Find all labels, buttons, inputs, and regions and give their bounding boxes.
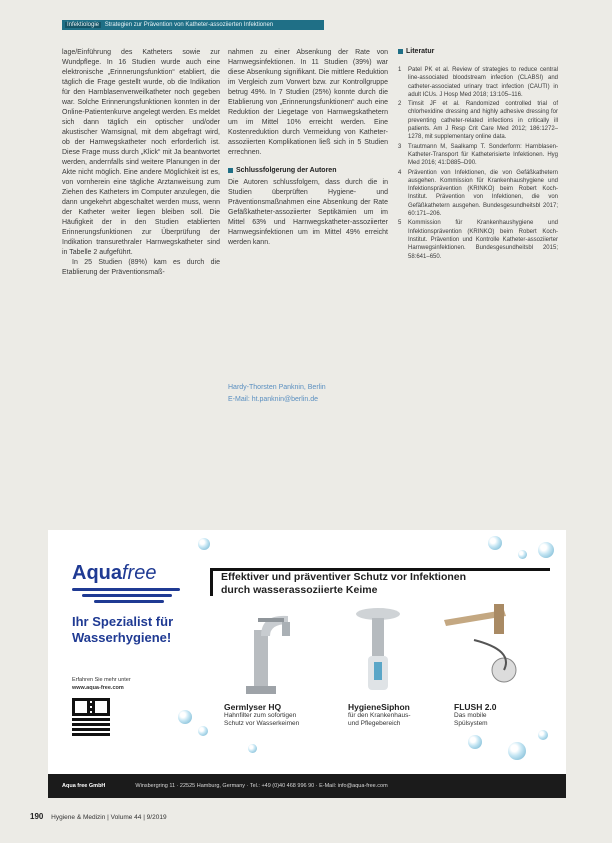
article-title: Strategien zur Prävention von Katheter-assoziierten Infektionen [104,22,274,28]
conclusion-heading: Schlussfolgerung der Autoren [228,166,388,176]
faucet-icon [224,600,314,700]
ad-banner-headline: Effektiver und präventiver Schutz vor Infektionen durch wasserassoziierte Keime [210,568,550,596]
water-drop-icon [538,730,548,740]
author-email[interactable]: E-Mail: ht.panknin@berlin.de [228,396,318,403]
water-drop-icon [508,742,526,760]
water-drop-icon [178,710,192,724]
ad-contact: Winsbergring 11 · 22525 Hamburg, Germany · Tel.: +49 (0)40 468 996 90 · E-Mail: info@aqua-free.com [135,783,388,789]
water-drop-icon [248,744,257,753]
qr-code-icon[interactable] [72,698,110,736]
journal-info: Hygiene & Medizin | Volume 44 | 9/2019 [51,814,167,821]
water-drop-icon [518,550,527,559]
water-drop-icon [468,735,482,749]
text-column-1 [62,48,220,278]
logo-waves-icon [72,588,180,606]
reference-item: 4 Prävention von Infektionen, die von Gefäßkathetern ausgehen. Kommission für Krankenhaushygiene und Infektionsprävention (KRINKO) beim Robert Koch-Institut. Prävention von Infektionen, die von Gefäßkathetern ausgehen. Bundesgesundheitsbl 2017; 60:171–206. [398,169,558,218]
paragraph: Die Autoren schlussfolgern, dass durch die in Studien überprüften Hygiene- und Präventionsmaßnahmen eine Absenkung der Rate Gefäßkatheter-assoziierter Septikämien um im Mittel 63% und Harnwegskatheter-assoziierter Harnwegsinfektionen um im Mittel 49% erreicht werden kann. [228,179,388,246]
paragraph: nahmen zu einer Absenkung der Rate von Harnwegsinfektionen. In 11 Studien (39%) war diese Absenkung signifikant. Die mittlere Reduktion im Vergleich zum Vorwert bzw. zur Kontrollgruppe betrug 49%. In 7 Studien (25%) konnte durch die Etablierung von „Erinnerungsfunktionen“ auch eine Reduktion der Liegetage von Harnwegskathetern um im Mittel 10% erreicht werden. Eine Kostenreduktion durch Vermeidung von Katheter-assoziierten Komplikationen ließ sich in 5 Studien errechnen. [228,49,388,156]
paragraph: lage/Einführung des Katheters sowie zur Wundpflege. In 16 Studien wurde auch eine elektronische „Erinnerungsfunktion“ etabliert, die täglich die Frage gestellt wurde, ob die Indikation für den Harnblasenverweilkatheter noch gegeben war. Solche Erinnerungsfunktionen konnten in der Online-Patientenkurve angelegt werden. Es meldet sich dann täglich ein optischer und/oder akustischer Warnsignal, mit dem abgefragt wird, ob der Harnwegskatheter noch erforderlich ist. Diese Frage muss durch „Klick“ mit Ja beantwortet werden, andernfalls sind weitere Planungen in der Akte nicht möglich. Eine andere Möglichkeit ist es, von vornherein eine tägliche Arztanweisung zum Ziehen des Katheters im Computer anzulegen, die dann ungekehrt abgeschaltet werden muss, wenn der Katheter weiter liegen bleiben soll. Die Häufigkeit der in den Studien etablierten Erinnerungsfunktionen zur Überprüfung der Indikation transurethraler Harnwegskatheter sind in Tabelle 2 aufgeführt. [62,49,220,256]
literature-heading: Literatur [398,48,434,55]
section-label: Infektiologie [67,22,100,28]
reference-item: 1 Patel PK et al. Review of strategies to reduce central line-associated bloodstream infection (CLABSI) and catheter-associated urinary tract infection (CAUTI) in adult ICUs. J Hosp Med 2018; 13:105–116. [398,67,558,98]
reference-item: 3 Trautmann M, Saalkamp T. Sonderform: Harnblasen-Katheter-Transport für Katheterisierte Infektionen. Hyg Med 2016; 41:D885–D90. [398,143,558,167]
literature-list [398,66,558,262]
water-drop-icon [538,542,554,558]
author-block [228,382,326,406]
aquafree-logo: Aquafree [72,562,157,584]
text-column-2 [228,48,388,248]
ad-more-info: Erfahren Sie mehr unter www.aqua-free.com [72,677,131,691]
reference-item: 2 Timsit JF et al. Randomized controlled trial of chlorhexidine dressing and highly adhesive dressing for preventing catheter-related infections in critically ill patients. Am J Resp Crit Care Med 2012; 186:1272–1278, mit supplementary online data. [398,101,558,141]
water-drop-icon [488,536,502,550]
ad-footer-bar [48,774,566,798]
product-germlyser: Germlyser HQ Hahnfilter zum sofortigen Schutz vor Wasserkeimen [224,702,300,727]
advertisement [48,530,566,798]
product-flush: FLUSH 2.0 Das mobile Spülsystem [454,702,497,727]
section-header-bar [62,20,324,30]
reference-item: 5 Kommission für Krankenhaushygiene und Infektionsprävention (KRINKO) beim Robert Koch-Institut. Prävention und Kontrolle Katheter-assoziierter Harnwegsinfektionen. Bundesgesundheitsbl 2015; 58:641–650. [398,220,558,260]
product-hygienesiphon: HygieneSiphon für den Krankenhaus- und Pflegebereich [348,702,411,727]
water-drop-icon [198,726,208,736]
ad-company: Aqua free GmbH [62,783,106,789]
page-footer [30,812,167,821]
ad-url[interactable]: www.aqua-free.com [72,685,124,691]
siphon-icon [348,606,408,702]
flush-system-icon [434,590,544,700]
square-bullet-icon [228,168,233,173]
water-drop-icon [198,538,210,550]
ad-slogan: Ihr Spezialist für Wasserhygiene! [72,614,174,645]
paragraph: In 25 Studien (89%) kam es durch die Etablierung der Präventionsmaß- [62,259,220,276]
page-number: 190 [30,812,44,821]
square-bullet-icon [398,49,403,54]
author-name: Hardy-Thorsten Panknin, Berlin [228,384,326,391]
